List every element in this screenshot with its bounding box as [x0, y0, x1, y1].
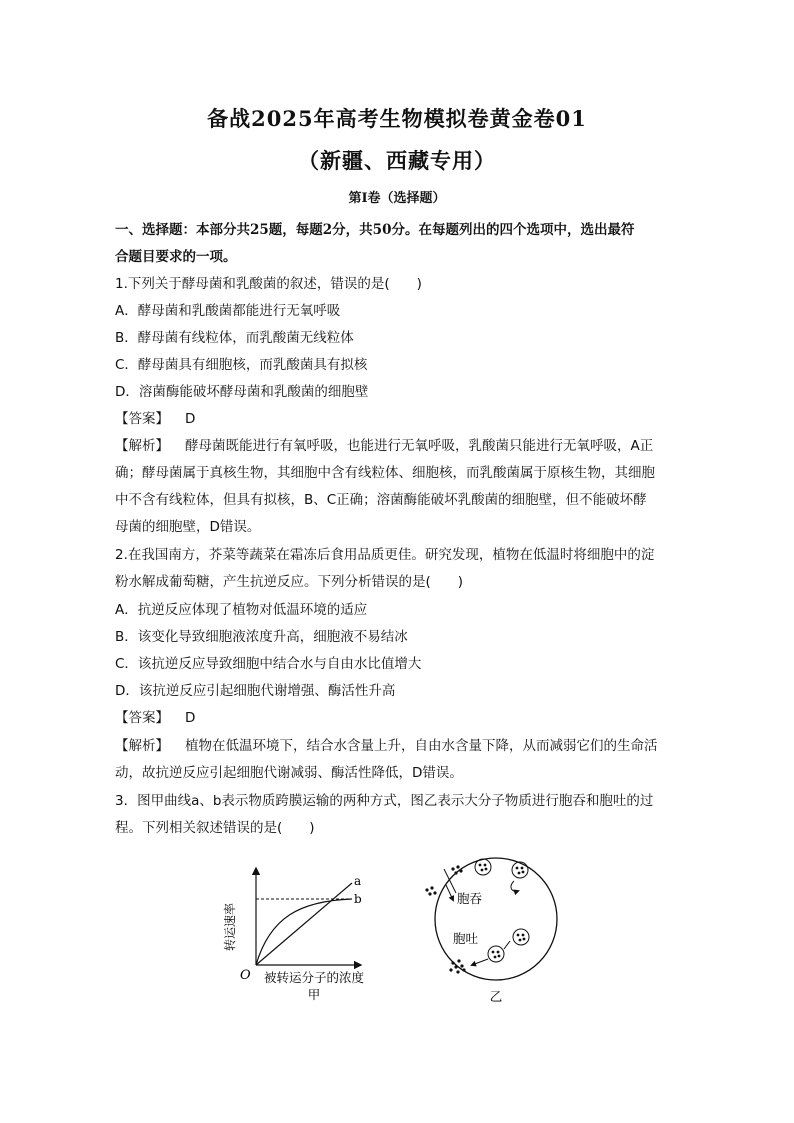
q1-option-d: D．溶菌酶能破坏酵母菌和乳酸菌的细胞壁 — [115, 384, 369, 400]
instructions-line-2: 合题目要求的一项。 — [115, 249, 237, 265]
q3-stem-1: 3．图甲曲线a、b表示物质跨膜运输的两种方式，图乙表示大分子物质进行胞吞和胞吐的过 — [115, 793, 654, 809]
endocytosis-label: 胞吞 — [457, 891, 483, 906]
graph-jia — [222, 869, 365, 1002]
q2-stem-2: 粉水解成葡萄糖，产生抗逆反应。下列分析错误的是( ) — [115, 574, 464, 590]
vesicle-exo-2 — [488, 946, 504, 962]
exo-link — [504, 941, 510, 949]
y-axis-label: 转运速率 — [223, 902, 237, 952]
answer-label: 【答案】 — [115, 411, 169, 427]
origin-label: O — [240, 968, 251, 983]
vesicle-exo-1 — [513, 929, 529, 945]
q1-analysis-4: 母菌的细胞壁，D错误。 — [115, 519, 261, 535]
answer-value: D — [185, 411, 196, 427]
answer-label: 【答案】 — [115, 710, 169, 726]
exam-title: 备战2025年高考生物模拟卷黄金卷01 — [207, 106, 587, 131]
caption-jia: 甲 — [307, 987, 321, 1002]
q2-analysis-2: 动，故抗逆反应引起细胞代谢减弱、酶活性降低，D错误。 — [115, 765, 463, 781]
curve-b — [256, 899, 352, 965]
vesicle-path-arrow — [511, 881, 518, 891]
q1-stem: 1.下列关于酵母菌和乳酸菌的叙述，错误的是( ) — [115, 276, 422, 292]
q1-analysis-3: 中不含有线粒体，但具有拟核，B、C正确；溶菌酶能破坏乳酸菌的细胞壁，但不能破坏酵 — [115, 492, 647, 508]
vesicle-inner — [512, 862, 528, 878]
exocytosis-arrow — [472, 959, 488, 965]
analysis-label: 【解析】 — [115, 438, 169, 454]
q2-answer — [115, 706, 685, 726]
q2-stem-1: 2.在我国南方，芥菜等蔬菜在霜冻后食用品质更佳。研究发现，植物在低温时将细胞中的淀 — [115, 547, 655, 563]
q1-answer — [115, 407, 685, 427]
endocytosis-arrow — [446, 885, 453, 900]
q3-stem-2: 程。下列相关叙述错误的是( ) — [115, 820, 315, 836]
section-heading: 第I卷（选择题） — [348, 191, 446, 206]
q1-option-b: B．酵母菌有线粒体，而乳酸菌无线粒体 — [115, 330, 354, 346]
q2-option-a: A．抗逆反应体现了植物对低温环境的适应 — [115, 602, 368, 618]
q2-analysis-1 — [115, 734, 685, 754]
q2-option-c: C．该抗逆反应导致细胞中结合水与自由水比值增大 — [115, 656, 422, 672]
x-axis-label: 被转运分子的浓度 — [264, 970, 365, 985]
q1-option-a: A．酵母菌和乳酸菌都能进行无氧呼吸 — [115, 303, 341, 319]
exam-subtitle: （新疆、西藏专用） — [298, 148, 496, 173]
curve-a — [256, 883, 352, 965]
analysis-text: 酵母菌既能进行有氧呼吸，也能进行无氧呼吸，乳酸菌只能进行无氧呼吸，A正 — [185, 438, 654, 454]
q3-figure — [223, 855, 558, 1010]
answer-value: D — [185, 710, 196, 726]
q1-analysis-1 — [115, 434, 685, 454]
vesicle-top — [475, 859, 491, 875]
membrane-invagination — [444, 869, 456, 893]
q1-analysis-2: 确；酵母菌属于真核生物，其细胞中含有线粒体、细胞核，而乳酸菌属于原核生物，其细胞 — [115, 465, 655, 481]
curve-a-label: a — [354, 874, 362, 888]
q2-option-d: D．该抗逆反应引起细胞代谢增强、酶活性升高 — [115, 683, 396, 699]
caption-yi: 乙 — [489, 989, 503, 1004]
q2-option-b: B．该变化导致细胞液浓度升高，细胞液不易结冰 — [115, 629, 408, 645]
diagram-yi — [425, 858, 557, 1004]
analysis-text: 植物在低温环境下，结合水含量上升，自由水含量下降，从而减弱它们的生命活 — [185, 738, 658, 754]
curve-b-label: b — [354, 892, 362, 906]
instructions-line-1: 一、选择题：本部分共25题，每题2分，共50分。在每题列出的四个选项中，选出最符 — [115, 222, 635, 238]
analysis-label: 【解析】 — [115, 738, 169, 754]
exocytosis-label: 胞吐 — [453, 931, 479, 946]
q1-option-c: C．酵母菌具有细胞核，而乳酸菌具有拟核 — [115, 357, 368, 373]
